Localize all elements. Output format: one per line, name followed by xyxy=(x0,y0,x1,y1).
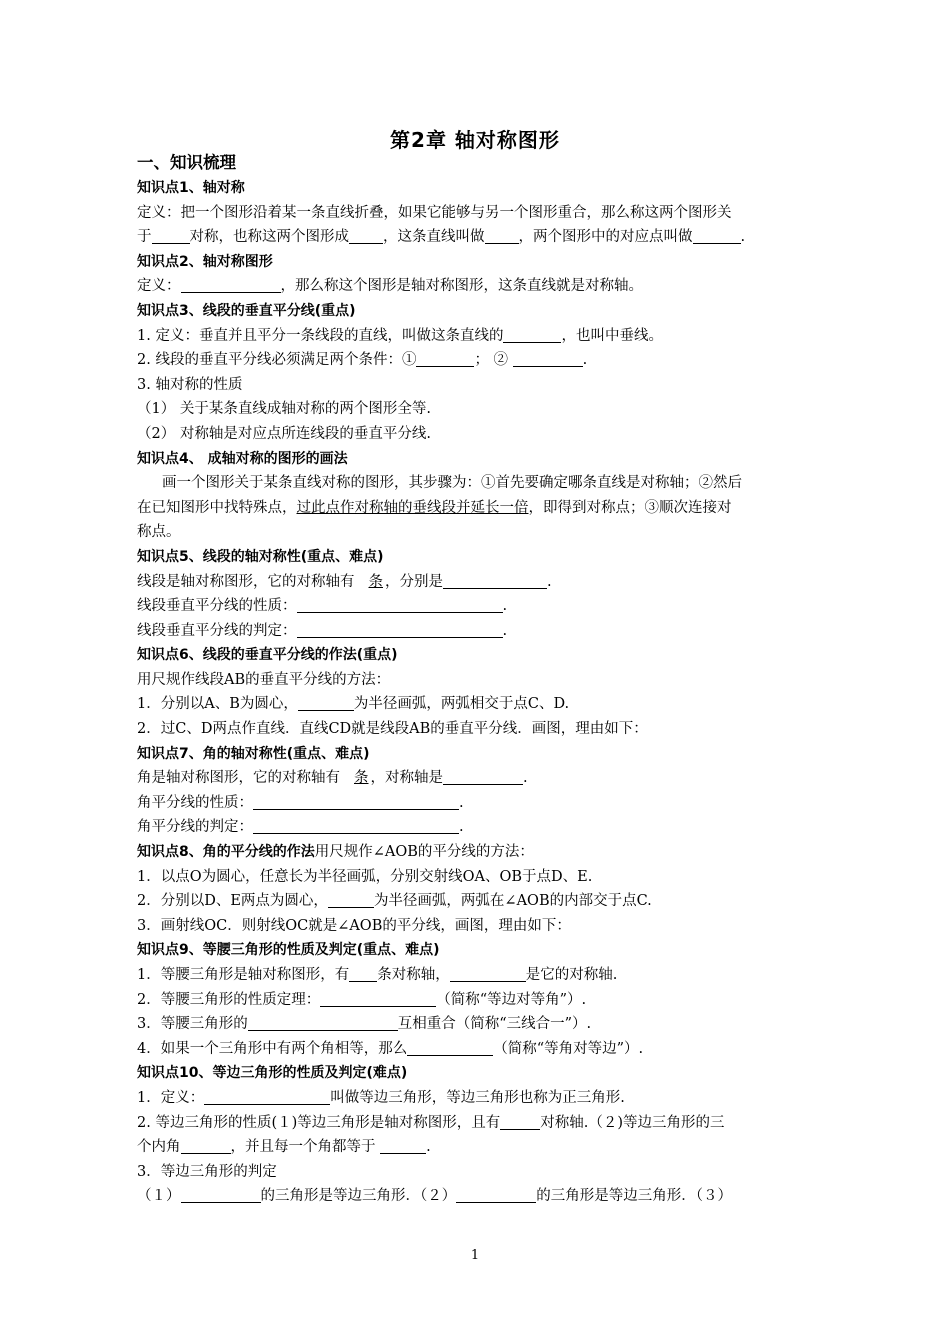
text: （简称“等边对等角”）. xyxy=(436,991,587,1008)
text: ； ② xyxy=(474,352,513,369)
kp7-heading: 知识点7、角的轴对称性(重点、难点) xyxy=(137,745,370,762)
blank xyxy=(500,1113,540,1130)
blank xyxy=(456,1186,536,1203)
blank xyxy=(328,891,374,908)
kp9-line1 xyxy=(137,963,817,988)
blank xyxy=(181,1137,231,1154)
text: （１） xyxy=(137,1188,181,1205)
kp10-line5 xyxy=(137,1184,817,1209)
text: 叫做等边三角形，等边三角形也称为正三角形. xyxy=(330,1089,625,1106)
blank xyxy=(152,227,190,244)
text: 定义： xyxy=(137,278,181,295)
kp8-heading: 知识点8、角的平分线的作法 xyxy=(137,844,315,861)
kp8-line2 xyxy=(137,889,817,914)
kp6-line3: 2．过C、D两点作直线．直线CD就是线段AB的垂直平分线．画图，理由如下： xyxy=(137,721,648,738)
text: ，分别是 xyxy=(385,573,443,590)
blank xyxy=(253,817,459,834)
blank xyxy=(450,965,526,982)
blank xyxy=(297,596,503,613)
kp10-line1 xyxy=(137,1086,817,1111)
kp3-line3: 3. 轴对称的性质 xyxy=(137,376,243,393)
kp3-line4: （1） 关于某条直线成轴对称的两个图形全等. xyxy=(137,401,431,418)
text: 在已知图形中找特殊点， xyxy=(137,499,297,516)
text: . xyxy=(523,770,528,787)
blank xyxy=(693,227,741,244)
text: . xyxy=(740,229,746,246)
text: . xyxy=(502,598,508,615)
blank xyxy=(407,1039,493,1056)
text: 互相重合（简称“三线合一”）. xyxy=(397,1016,592,1033)
underlined-text: 条 xyxy=(354,770,369,787)
text: 于 xyxy=(137,229,152,246)
section-heading: 一、知识梳理 xyxy=(137,153,236,172)
text: 对称，也称这两个图形成 xyxy=(189,229,349,246)
kp5-heading: 知识点5、线段的轴对称性(重点、难点) xyxy=(137,548,384,565)
kp5-line3 xyxy=(137,619,817,644)
kp8-line1: 1．以点O为圆心，任意长为半径画弧，分别交射线OA、OB于点D、E. xyxy=(137,868,593,885)
blank xyxy=(380,1137,426,1154)
blank xyxy=(253,793,459,810)
kp9-line4 xyxy=(137,1037,817,1062)
kp1-heading: 知识点1、轴对称 xyxy=(137,180,245,196)
text: ，这条直线叫做 xyxy=(383,229,485,246)
text: ，那么称这个图形是轴对称图形，这条直线就是对称轴。 xyxy=(280,278,643,295)
text: 1. 定义：垂直并且平分一条线段的直线，叫做这条直线的 xyxy=(137,327,504,344)
text: 个内角 xyxy=(137,1139,181,1156)
text: 线段垂直平分线的性质： xyxy=(137,598,297,615)
kp9-line2 xyxy=(137,988,817,1013)
text: 1．定义： xyxy=(137,1089,205,1106)
blank xyxy=(181,276,281,293)
underlined-text: 条 xyxy=(368,573,383,590)
blank xyxy=(181,1186,261,1203)
text: . xyxy=(547,573,552,590)
kp4-heading: 知识点4、 成轴对称的图形的画法 xyxy=(137,450,348,467)
text: 4．如果一个三角形中有两个角相等，那么 xyxy=(137,1040,408,1057)
kp2-heading: 知识点2、轴对称图形 xyxy=(137,253,273,270)
text: 为半径画弧，两弧在∠AOB的内部交于点C. xyxy=(373,893,652,910)
kp9-heading: 知识点9、等腰三角形的性质及判定(重点、难点) xyxy=(137,942,440,959)
text: ，对称轴是 xyxy=(370,770,443,787)
text: 2．等腰三角形的性质定理： xyxy=(137,991,321,1008)
blank xyxy=(298,694,354,711)
text: 1．分别以A、B为圆心， xyxy=(137,696,298,713)
blank xyxy=(349,227,383,244)
kp8-line3: 3．画射线OC．则射线OC就是∠AOB的平分线，画图，理由如下： xyxy=(137,917,571,934)
text: 角平分线的性质： xyxy=(137,794,253,811)
kp10-heading: 知识点10、等边三角形的性质及判定(难点) xyxy=(137,1065,408,1082)
text: ，即得到对称点；③顺次连接对 xyxy=(528,499,732,516)
text: 条对称轴， xyxy=(377,967,450,983)
kp6-line1: 用尺规作线段AB的垂直平分线的方法： xyxy=(137,671,391,688)
text: 是它的对称轴. xyxy=(525,967,618,983)
kp3-heading: 知识点3、线段的垂直平分线(重点) xyxy=(137,302,356,319)
text: ，也叫中垂线。 xyxy=(561,327,663,344)
kp4-line2 xyxy=(137,496,817,521)
page-number: 1 xyxy=(470,1248,480,1263)
text: . xyxy=(459,794,464,811)
text: ，两个图形中的对应点叫做 xyxy=(518,229,693,246)
blank xyxy=(297,621,503,638)
text: 角平分线的判定： xyxy=(137,819,253,836)
kp5-line1 xyxy=(137,570,817,595)
blank xyxy=(443,572,547,589)
underlined-text: 过此点作对称轴的垂线段并延长一倍 xyxy=(296,499,529,516)
blank xyxy=(248,1014,398,1031)
text: . xyxy=(459,819,464,836)
blank xyxy=(513,350,583,367)
text: 为半径画弧，两弧相交于点C、D. xyxy=(353,696,570,713)
kp1-line1: 定义：把一个图形沿着某一条直线折叠，如果它能够与另一个图形重合，那么称这两个图形关 xyxy=(137,204,732,221)
text: 线段是轴对称图形，它的对称轴有 xyxy=(137,573,355,590)
kp7-line3 xyxy=(137,815,817,840)
kp3-line2 xyxy=(137,348,817,373)
kp3-line1 xyxy=(137,324,817,349)
page-title: 第2章 轴对称图形 xyxy=(390,128,560,152)
blank xyxy=(416,350,474,367)
kp9-line3 xyxy=(137,1012,817,1037)
text: 对称轴.（２)等边三角形的三 xyxy=(540,1114,725,1131)
kp7-line2 xyxy=(137,791,817,816)
text: 2. 等边三角形的性质(１)等边三角形是轴对称图形，且有 xyxy=(137,1114,501,1131)
kp8-heading-line xyxy=(137,840,817,865)
text: 角是轴对称图形，它的对称轴有 xyxy=(137,770,340,787)
kp10-line4: 3．等边三角形的判定 xyxy=(137,1163,277,1180)
kp6-heading: 知识点6、线段的垂直平分线的作法(重点) xyxy=(137,647,398,664)
kp1-line2 xyxy=(137,225,817,250)
text: . xyxy=(582,352,588,369)
text: 2. 线段的垂直平分线必须满足两个条件：① xyxy=(137,352,417,369)
text: 3．等腰三角形的 xyxy=(137,1016,248,1033)
blank xyxy=(503,326,561,343)
kp4-line1: 画一个图形关于某条直线对称的图形，其步骤为：①首先要确定哪条直线是对称轴；②然后 xyxy=(162,475,742,492)
text: ，并且每一个角都等于 xyxy=(230,1139,381,1156)
text: . xyxy=(426,1139,431,1156)
text: 的三角形是等边三角形．（３） xyxy=(536,1188,732,1205)
kp6-line2 xyxy=(137,692,817,717)
text: 1．等腰三角形是轴对称图形，有 xyxy=(137,967,350,983)
text: （简称“等角对等边”）. xyxy=(493,1040,644,1057)
blank xyxy=(443,768,523,785)
kp5-line2 xyxy=(137,594,817,619)
kp4-line3: 称点。 xyxy=(137,524,181,541)
text: 的三角形是等边三角形．（２） xyxy=(260,1188,457,1205)
kp2-line1 xyxy=(137,274,817,299)
kp7-line1 xyxy=(137,766,817,791)
kp3-line5: （2） 对称轴是对应点所连线段的垂直平分线. xyxy=(137,425,431,442)
text: 2．分别以D、E两点为圆心， xyxy=(137,893,328,910)
blank xyxy=(320,990,436,1007)
text: 用尺规作∠AOB的平分线的方法： xyxy=(314,844,534,861)
blank xyxy=(204,1088,330,1105)
text: 线段垂直平分线的判定： xyxy=(137,622,297,639)
kp10-line3 xyxy=(137,1135,817,1160)
document-body xyxy=(137,150,817,1209)
kp10-line2 xyxy=(137,1111,817,1136)
blank xyxy=(349,965,377,982)
blank xyxy=(485,227,519,244)
text: . xyxy=(502,622,508,639)
